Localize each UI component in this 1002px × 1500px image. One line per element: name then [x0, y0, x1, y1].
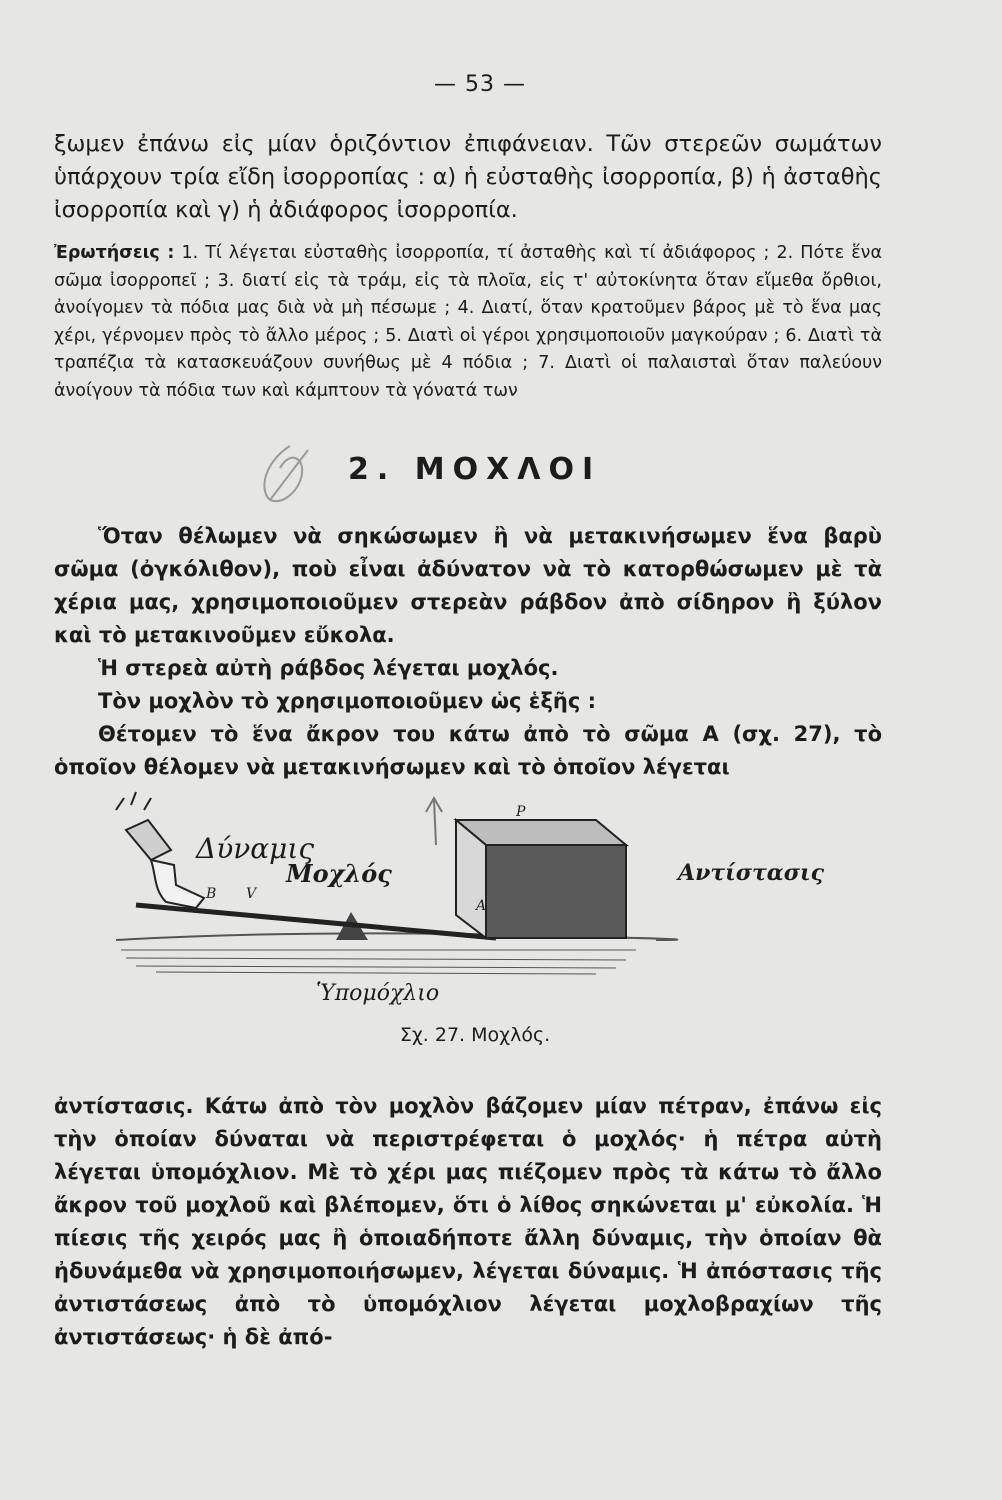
label-lever: Μοχλός [286, 859, 392, 888]
label-force: Δύναμις [196, 832, 315, 865]
paragraph: ἀντίστασις. Κάτω ἀπὸ τὸν μοχλὸν βάζομεν μίαν πέτραν, ἐπάνω εἰς τὴν ὁποίαν δύναται νὰ περιστρέφεται ὁ μοχλός· ἡ πέτρα αὐτὴ λέγεται ὑπομόχλιον. Μὲ τὸ χέρι μας πιέζομεν πρὸς τὰ κάτω τὸ ἄλλο ἄκρον τοῦ μοχλοῦ καὶ βλέπομεν, ὅτι ὁ λίθος σηκώνεται μ' εὐκολία. Ἡ πίεσις τῆς χειρός μας ἢ ὁποιαδήποτε ἄλλη δύναμις, τὴν ὁποίαν θὰ ἠδυνάμεθα νὰ χρησιμοποιήσωμεν, λέγεται δύναμις. Ἡ ἀπόστασις τῆς ἀντιστάσεως ἀπὸ τὸ ὑπομόχλιον λέγεται μοχλοβραχίων τῆς ἀντιστάσεως· ἡ δὲ ἀπό- [54, 1094, 882, 1349]
pencil-mark-icon [250, 438, 330, 508]
section-title [348, 452, 601, 487]
hand-icon [116, 792, 204, 908]
label-point-b: B [206, 886, 217, 902]
label-resistance: Αντίστασις [678, 860, 824, 886]
questions-label: Ἐρωτήσεις : [54, 243, 175, 263]
label-fulcrum: Ὑπομόχλιο [316, 981, 440, 1006]
page-number: — 53 — [434, 72, 526, 97]
ground [116, 933, 677, 974]
questions-text: 1. Τί λέγεται εὐσταθὴς ἰσορροπία, τί ἀσταθὴς καὶ τί ἀδιάφορος ; 2. Πότε ἕνα σῶμα ἰσορροπεῖ ; 3. διατί εἰς τὰ τράμ, εἰς τὰ πλοῖα, εἰς τ' αὐτοκίνητα ὅταν εἴμεθα ὄρθιοι, ἀνοίγομεν τὰ πόδια μας διὰ νὰ μὴ πέσωμε ; 4. Διατί, ὅταν κρατοῦμεν βάρος μὲ τὸ ἕνα μας χέρι, γέρνομεν πρὸς τὸ ἄλλο μέρος ; 5. Διατὶ οἱ γέροι χρησιμοποιοῦν μαγκούραν ; 6. Διατὶ τὰ τραπέζια τὰ κατασκευάζουν συνήθως μὲ 4 πόδια ; 7. Διατὶ οἱ παλαισταὶ ὅταν παλεύουν ἀνοίγουν τὰ πόδια των καὶ κάμπτουν τὰ γόνατά των [54, 243, 882, 401]
label-point-a: A [476, 898, 487, 914]
questions-paragraph [54, 240, 882, 405]
section-heading: ΜΟΧΛΟΙ [414, 452, 602, 487]
paragraph: Ὅταν θέλωμεν νὰ σηκώσωμεν ἢ νὰ μετακινήσωμεν ἕνα βαρὺ σῶμα (ὀγκόλιθον), ποὺ εἶναι ἀδύνατον νὰ τὸ κατορθώσωμεν μὲ τὰ χέρια μας, χρησιμοποιοῦμεν στερεὰν ράβδον ἀπὸ σίδηρον ἢ ξύλον καὶ τὸ μετακινοῦμεν εὔκολα. [54, 524, 882, 647]
closing-text [54, 1090, 882, 1354]
arrow-up-icon [426, 798, 442, 845]
label-point-v: V [246, 886, 257, 902]
stone-block [456, 820, 626, 938]
lever-figure [96, 790, 836, 1010]
label-point-p: P [516, 804, 526, 820]
paragraph: Ἡ στερεὰ αὐτὴ ράβδος λέγεται μοχλός. [98, 656, 559, 680]
paragraph: Θέτομεν τὸ ἕνα ἄκρον του κάτω ἀπὸ τὸ σῶμα Α (σχ. 27), τὸ ὁποῖον θέλομεν νὰ μετακινήσωμεν καὶ τὸ ὁποῖον λέγεται [54, 722, 882, 779]
figure-caption: Σχ. 27. Μοχλός. [399, 1024, 551, 1046]
section-number: 2. [348, 452, 397, 487]
main-text [54, 520, 882, 784]
intro-paragraph: ξωμεν ἐπάνω εἰς μίαν ὁριζόντιον ἐπιφάνειαν. Τῶν στερεῶν σωμάτων ὑπάρχουν τρία εἴδη ἰσορροπίας : α) ἡ εὐσταθὴς ἰσορροπία, β) ἡ ἀσταθὴς ἰσορροπία καὶ γ) ἡ ἀδιάφορος ἰσορροπία. [54, 131, 882, 223]
paragraph: Τὸν μοχλὸν τὸ χρησιμοποιοῦμεν ὡς ἑξῆς : [98, 689, 597, 713]
